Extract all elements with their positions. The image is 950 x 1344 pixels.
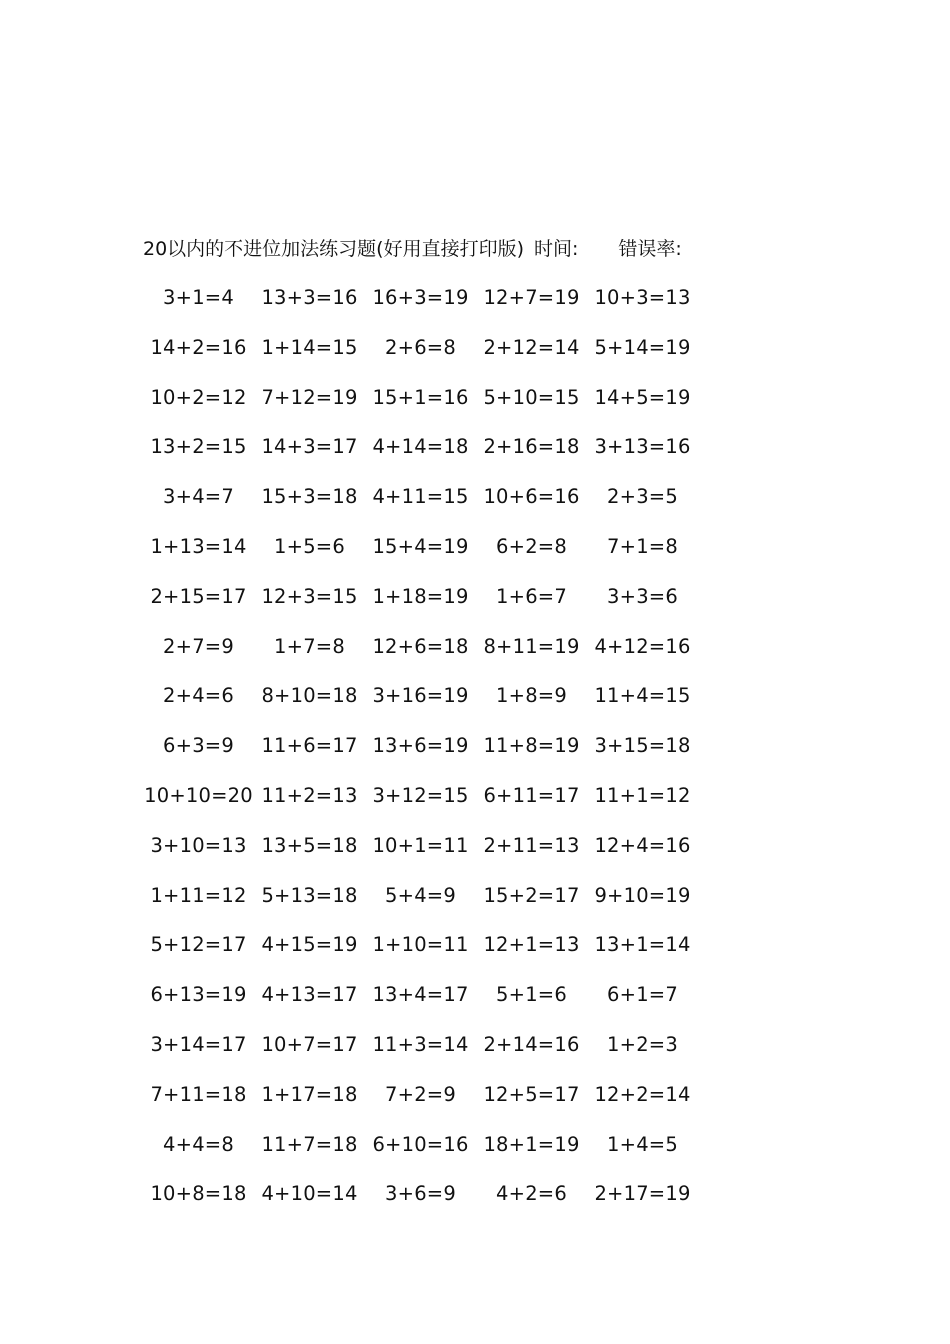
- addition-problem: 11+6=17: [261, 734, 358, 758]
- addition-problem: 1+7=8: [274, 634, 345, 658]
- worksheet-header: [143, 236, 682, 262]
- addition-problem: 14+3=17: [261, 435, 358, 459]
- time-label: 时间:: [534, 238, 579, 260]
- addition-problem: 12+6=18: [372, 634, 469, 658]
- addition-problem: 1+11=12: [150, 883, 247, 907]
- addition-problem: 10+8=18: [150, 1182, 247, 1206]
- addition-problem: 2+16=18: [483, 435, 580, 459]
- addition-problem: 13+1=14: [594, 933, 691, 957]
- problem-row: [143, 534, 713, 584]
- problem-row: [143, 634, 713, 684]
- addition-problem: 10+6=16: [483, 485, 580, 509]
- addition-problem: 1+2=3: [607, 1032, 678, 1056]
- addition-problem: 16+3=19: [372, 286, 469, 309]
- problem-row: [143, 484, 713, 534]
- addition-problem: 11+7=18: [261, 1132, 358, 1156]
- addition-problem: 3+4=7: [163, 485, 234, 509]
- addition-problem: 3+3=6: [607, 584, 678, 608]
- problem-row: [143, 783, 713, 833]
- addition-problem: 2+15=17: [150, 584, 247, 608]
- addition-problem: 4+15=19: [261, 933, 358, 957]
- addition-problem: 7+12=19: [261, 385, 358, 409]
- problem-row: [143, 385, 713, 435]
- problem-row: [143, 335, 713, 385]
- addition-problem: 5+13=18: [261, 883, 358, 907]
- addition-problem: 3+6=9: [385, 1182, 456, 1206]
- addition-problem: 1+10=11: [372, 933, 469, 957]
- addition-problem: 9+10=19: [594, 883, 691, 907]
- addition-problem: 14+2=16: [150, 335, 247, 359]
- addition-problem: 2+17=19: [594, 1182, 691, 1206]
- addition-problem: 10+2=12: [150, 385, 247, 409]
- addition-problem: 6+1=7: [607, 983, 678, 1007]
- addition-problem: 5+4=9: [385, 883, 456, 907]
- addition-problem: 1+6=7: [496, 584, 567, 608]
- addition-problem: 1+13=14: [150, 534, 247, 558]
- addition-problem: 12+7=19: [483, 286, 580, 309]
- addition-problem: 2+4=6: [163, 684, 234, 708]
- problem-row: [143, 932, 713, 982]
- addition-problem: 12+4=16: [594, 833, 691, 857]
- addition-problem: 13+5=18: [261, 833, 358, 857]
- addition-problem: 1+14=15: [261, 335, 358, 359]
- problem-row: [143, 883, 713, 933]
- addition-problem: 4+11=15: [372, 485, 469, 509]
- addition-problem: 6+3=9: [163, 734, 234, 758]
- addition-problem: 12+3=15: [261, 584, 358, 608]
- addition-problem: 3+13=16: [594, 435, 691, 459]
- addition-problem: 4+10=14: [261, 1182, 358, 1206]
- addition-problem: 7+1=8: [607, 534, 678, 558]
- addition-problem: 3+15=18: [594, 734, 691, 758]
- addition-problem: 8+10=18: [261, 684, 358, 708]
- addition-problem: 1+4=5: [607, 1132, 678, 1156]
- addition-problem: 15+4=19: [372, 534, 469, 558]
- problem-row: [143, 1132, 713, 1182]
- problem-row: [143, 733, 713, 783]
- addition-problem: 3+12=15: [372, 783, 469, 807]
- addition-problem: 2+3=5: [607, 485, 678, 509]
- addition-problem: 10+3=13: [594, 286, 691, 309]
- addition-problem: 6+13=19: [150, 983, 247, 1007]
- problem-row: [143, 833, 713, 883]
- problem-row: [143, 683, 713, 733]
- addition-problem: 5+14=19: [594, 335, 691, 359]
- addition-problem: 14+5=19: [594, 385, 691, 409]
- addition-problem: 6+11=17: [483, 783, 580, 807]
- addition-problem: 5+10=15: [483, 385, 580, 409]
- addition-problem: 4+14=18: [372, 435, 469, 459]
- addition-problem: 18+1=19: [483, 1132, 580, 1156]
- addition-problem: 5+1=6: [496, 983, 567, 1007]
- addition-problem: 10+1=11: [372, 833, 469, 857]
- addition-problem: 2+12=14: [483, 335, 580, 359]
- addition-problem: 13+4=17: [372, 983, 469, 1007]
- problem-grid: [143, 285, 713, 1231]
- addition-problem: 10+10=20: [144, 783, 253, 807]
- addition-problem: 2+7=9: [163, 634, 234, 658]
- problem-row: [143, 1082, 713, 1132]
- addition-problem: 12+1=13: [483, 933, 580, 957]
- addition-problem: 13+2=15: [150, 435, 247, 459]
- problem-row: [143, 1032, 713, 1082]
- addition-problem: 12+5=17: [483, 1082, 580, 1106]
- addition-problem: 1+18=19: [372, 584, 469, 608]
- addition-problem: 7+2=9: [385, 1082, 456, 1106]
- addition-problem: 4+12=16: [594, 634, 691, 658]
- addition-problem: 1+17=18: [261, 1082, 358, 1106]
- addition-problem: 3+10=13: [150, 833, 247, 857]
- addition-problem: 3+1=4: [163, 286, 234, 309]
- addition-problem: 13+6=19: [372, 734, 469, 758]
- addition-problem: 2+14=16: [483, 1032, 580, 1056]
- addition-problem: 15+3=18: [261, 485, 358, 509]
- problem-row: [143, 982, 713, 1032]
- addition-problem: 6+10=16: [372, 1132, 469, 1156]
- addition-problem: 1+5=6: [274, 534, 345, 558]
- addition-problem: 5+12=17: [150, 933, 247, 957]
- problem-row: [143, 584, 713, 634]
- problem-row: [143, 1181, 713, 1231]
- worksheet-title: 20以内的不进位加法练习题(好用直接打印版): [143, 238, 525, 260]
- error-rate-label: 错误率:: [618, 238, 682, 260]
- addition-problem: 7+11=18: [150, 1082, 247, 1106]
- addition-problem: 3+14=17: [150, 1032, 247, 1056]
- addition-problem: 3+16=19: [372, 684, 469, 708]
- addition-problem: 12+2=14: [594, 1082, 691, 1106]
- addition-problem: 15+2=17: [483, 883, 580, 907]
- addition-problem: 13+3=16: [261, 286, 358, 309]
- addition-problem: 4+13=17: [261, 983, 358, 1007]
- problem-row: [143, 285, 713, 335]
- addition-problem: 11+2=13: [261, 783, 358, 807]
- addition-problem: 4+2=6: [496, 1182, 567, 1206]
- addition-problem: 8+11=19: [483, 634, 580, 658]
- addition-problem: 10+7=17: [261, 1032, 358, 1056]
- addition-problem: 15+1=16: [372, 385, 469, 409]
- addition-problem: 11+4=15: [594, 684, 691, 708]
- addition-problem: 1+8=9: [496, 684, 567, 708]
- addition-problem: 2+6=8: [385, 335, 456, 359]
- addition-problem: 11+1=12: [594, 783, 691, 807]
- addition-problem: 4+4=8: [163, 1132, 234, 1156]
- addition-problem: 11+8=19: [483, 734, 580, 758]
- addition-problem: 6+2=8: [496, 534, 567, 558]
- addition-problem: 11+3=14: [372, 1032, 469, 1056]
- problem-row: [143, 434, 713, 484]
- addition-problem: 2+11=13: [483, 833, 580, 857]
